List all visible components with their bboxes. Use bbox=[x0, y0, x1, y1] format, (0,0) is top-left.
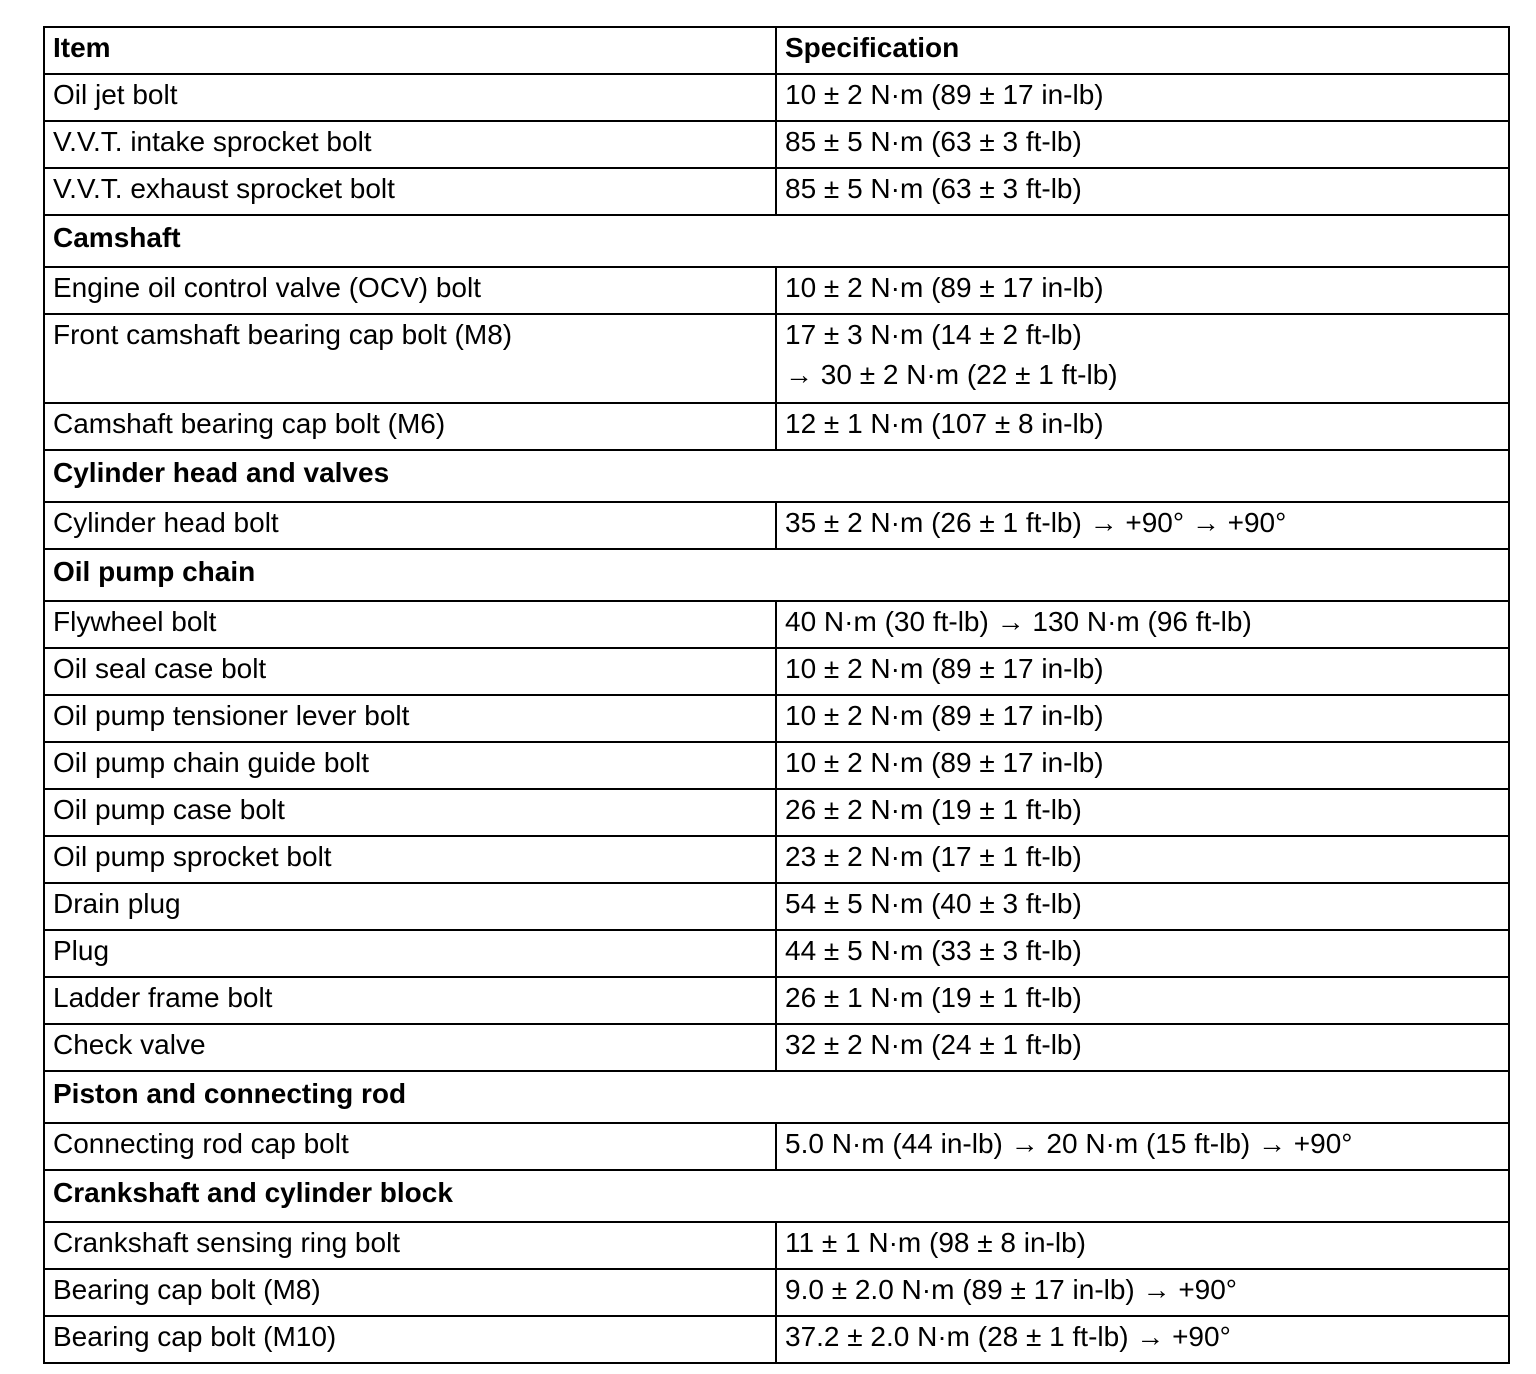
table-row bbox=[44, 789, 1509, 836]
table-row bbox=[44, 74, 1509, 121]
specification-cell bbox=[776, 314, 1509, 403]
item-cell: Connecting rod cap bolt bbox=[44, 1123, 776, 1170]
section-title: Cylinder head and valves bbox=[44, 450, 1509, 502]
table-row bbox=[44, 977, 1509, 1024]
torque-spec-table bbox=[43, 26, 1510, 1364]
table-row bbox=[44, 314, 1509, 403]
specification-line: 10 ± 2 N·m (89 ± 17 in-lb) bbox=[785, 272, 1104, 303]
item-cell: Ladder frame bolt bbox=[44, 977, 776, 1024]
specification-line: 32 ± 2 N·m (24 ± 1 ft-lb) bbox=[785, 1029, 1082, 1060]
item-cell: Camshaft bearing cap bolt (M6) bbox=[44, 403, 776, 450]
specification-line: 5.0 N·m (44 in-lb) → 20 N·m (15 ft-lb) → +90° bbox=[785, 1128, 1353, 1159]
specification-line: 10 ± 2 N·m (89 ± 17 in-lb) bbox=[785, 653, 1104, 684]
table-row bbox=[44, 742, 1509, 789]
section-header-row bbox=[44, 1071, 1509, 1123]
item-cell: Front camshaft bearing cap bolt (M8) bbox=[44, 314, 776, 403]
specification-line: 10 ± 2 N·m (89 ± 17 in-lb) bbox=[785, 79, 1104, 110]
specification-cell bbox=[776, 695, 1509, 742]
specification-cell bbox=[776, 1024, 1509, 1071]
table-body bbox=[44, 74, 1509, 1363]
item-cell: Crankshaft sensing ring bolt bbox=[44, 1222, 776, 1269]
specification-cell bbox=[776, 502, 1509, 549]
table-row bbox=[44, 502, 1509, 549]
specification-cell bbox=[776, 1123, 1509, 1170]
item-cell: Cylinder head bolt bbox=[44, 502, 776, 549]
specification-cell bbox=[776, 168, 1509, 215]
table-row bbox=[44, 121, 1509, 168]
specification-line: 85 ± 5 N·m (63 ± 3 ft-lb) bbox=[785, 126, 1082, 157]
specification-line: 54 ± 5 N·m (40 ± 3 ft-lb) bbox=[785, 888, 1082, 919]
specification-cell bbox=[776, 883, 1509, 930]
section-header-row bbox=[44, 549, 1509, 601]
section-header-row bbox=[44, 450, 1509, 502]
specification-cell bbox=[776, 836, 1509, 883]
item-cell: V.V.T. exhaust sprocket bolt bbox=[44, 168, 776, 215]
specification-line: 11 ± 1 N·m (98 ± 8 in-lb) bbox=[785, 1227, 1086, 1258]
table-row bbox=[44, 168, 1509, 215]
table-row bbox=[44, 695, 1509, 742]
item-cell: Flywheel bolt bbox=[44, 601, 776, 648]
table-row bbox=[44, 267, 1509, 314]
specification-cell bbox=[776, 267, 1509, 314]
table-row bbox=[44, 836, 1509, 883]
column-header-item: Item bbox=[44, 27, 776, 74]
specification-line: 23 ± 2 N·m (17 ± 1 ft-lb) bbox=[785, 841, 1082, 872]
item-cell: Oil pump sprocket bolt bbox=[44, 836, 776, 883]
section-title: Camshaft bbox=[44, 215, 1509, 267]
table-row bbox=[44, 601, 1509, 648]
specification-line: 12 ± 1 N·m (107 ± 8 in-lb) bbox=[785, 408, 1104, 439]
specification-line: 17 ± 3 N·m (14 ± 2 ft-lb) bbox=[785, 319, 1082, 350]
specification-line: 85 ± 5 N·m (63 ± 3 ft-lb) bbox=[785, 173, 1082, 204]
table-row bbox=[44, 648, 1509, 695]
item-cell: Drain plug bbox=[44, 883, 776, 930]
item-cell: Oil pump tensioner lever bolt bbox=[44, 695, 776, 742]
specification-cell bbox=[776, 1316, 1509, 1363]
section-title: Oil pump chain bbox=[44, 549, 1509, 601]
specification-line: 40 N·m (30 ft-lb) → 130 N·m (96 ft-lb) bbox=[785, 606, 1252, 637]
specification-cell bbox=[776, 1269, 1509, 1316]
specification-cell bbox=[776, 74, 1509, 121]
specification-cell bbox=[776, 1222, 1509, 1269]
specification-cell bbox=[776, 121, 1509, 168]
specification-line: 9.0 ± 2.0 N·m (89 ± 17 in-lb) → +90° bbox=[785, 1274, 1238, 1305]
section-title: Crankshaft and cylinder block bbox=[44, 1170, 1509, 1222]
table-row bbox=[44, 883, 1509, 930]
specification-line: → 30 ± 2 N·m (22 ± 1 ft-lb) bbox=[785, 359, 1118, 390]
specification-line: 44 ± 5 N·m (33 ± 3 ft-lb) bbox=[785, 935, 1082, 966]
item-cell: Engine oil control valve (OCV) bolt bbox=[44, 267, 776, 314]
table-header-row bbox=[44, 27, 1509, 74]
section-header-row bbox=[44, 215, 1509, 267]
table-row bbox=[44, 1269, 1509, 1316]
section-title: Piston and connecting rod bbox=[44, 1071, 1509, 1123]
specification-line: 26 ± 1 N·m (19 ± 1 ft-lb) bbox=[785, 982, 1082, 1013]
specification-line: 37.2 ± 2.0 N·m (28 ± 1 ft-lb) → +90° bbox=[785, 1321, 1231, 1352]
specification-line: 26 ± 2 N·m (19 ± 1 ft-lb) bbox=[785, 794, 1082, 825]
specification-cell bbox=[776, 403, 1509, 450]
section-header-row bbox=[44, 1170, 1509, 1222]
specification-line: 35 ± 2 N·m (26 ± 1 ft-lb) → +90° → +90° bbox=[785, 507, 1287, 538]
table-row bbox=[44, 1222, 1509, 1269]
item-cell: Oil pump chain guide bolt bbox=[44, 742, 776, 789]
specification-cell bbox=[776, 742, 1509, 789]
column-header-specification: Specification bbox=[776, 27, 1509, 74]
table-row bbox=[44, 1024, 1509, 1071]
specification-cell bbox=[776, 977, 1509, 1024]
table-row bbox=[44, 1316, 1509, 1363]
specification-cell bbox=[776, 789, 1509, 836]
specification-line: 10 ± 2 N·m (89 ± 17 in-lb) bbox=[785, 700, 1104, 731]
item-cell: Oil pump case bolt bbox=[44, 789, 776, 836]
table-row bbox=[44, 403, 1509, 450]
specification-cell bbox=[776, 930, 1509, 977]
specification-cell bbox=[776, 648, 1509, 695]
item-cell: Plug bbox=[44, 930, 776, 977]
table-row bbox=[44, 930, 1509, 977]
specification-line: 10 ± 2 N·m (89 ± 17 in-lb) bbox=[785, 747, 1104, 778]
item-cell: Bearing cap bolt (M8) bbox=[44, 1269, 776, 1316]
table-row bbox=[44, 1123, 1509, 1170]
item-cell: V.V.T. intake sprocket bolt bbox=[44, 121, 776, 168]
item-cell: Oil jet bolt bbox=[44, 74, 776, 121]
item-cell: Check valve bbox=[44, 1024, 776, 1071]
specification-cell bbox=[776, 601, 1509, 648]
item-cell: Oil seal case bolt bbox=[44, 648, 776, 695]
item-cell: Bearing cap bolt (M10) bbox=[44, 1316, 776, 1363]
